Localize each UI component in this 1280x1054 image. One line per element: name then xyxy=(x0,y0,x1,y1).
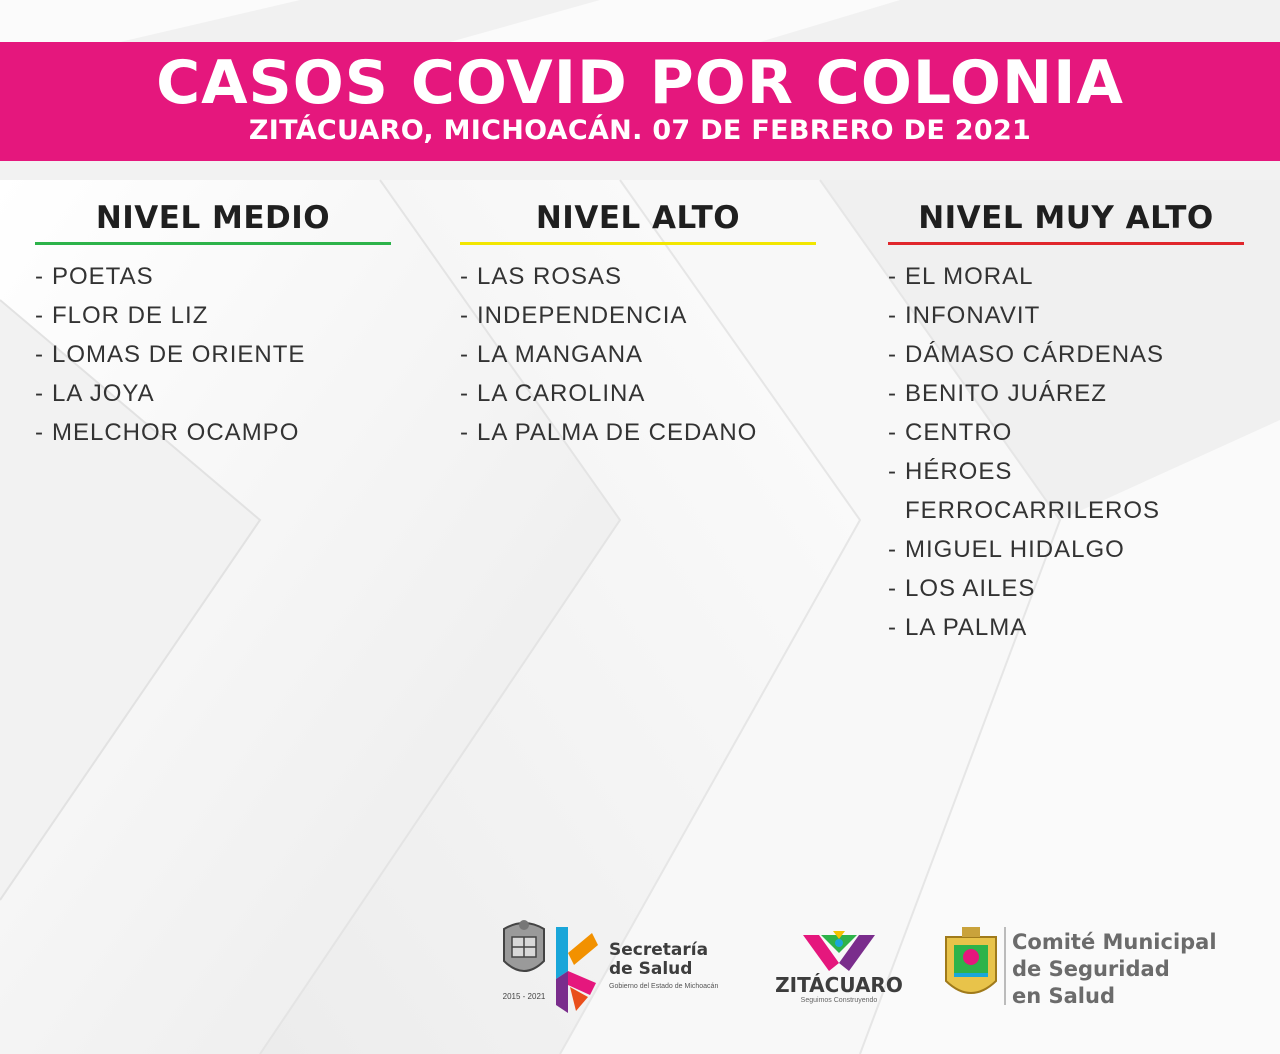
list-item: - LA PALMA xyxy=(888,614,1028,641)
zitacuaro-logo xyxy=(764,915,914,1025)
column-heading: NIVEL MEDIO xyxy=(95,200,331,236)
k-emblem-icon xyxy=(552,923,602,1023)
colonia-list xyxy=(460,257,816,452)
colonia-list xyxy=(35,257,391,452)
column-heading: NIVEL ALTO xyxy=(535,200,741,236)
column-nivel-muy-alto xyxy=(888,196,1244,647)
list-item: - EL MORAL xyxy=(888,263,1034,290)
column-nivel-medio xyxy=(35,196,391,452)
list-item: - DÁMASO CÁRDENAS xyxy=(888,341,1165,368)
heading-rule-green xyxy=(35,242,391,245)
list-item: - BENITO JUÁREZ xyxy=(888,380,1107,407)
list-item: - LAS ROSAS xyxy=(460,263,623,290)
zitacuaro-name: ZITÁCUARO xyxy=(775,973,903,997)
list-item: - LA MANGANA xyxy=(460,341,644,368)
page-title: CASOS COVID POR COLONIA xyxy=(156,48,1124,118)
list-item: - HÉROES FERROCARRILEROS xyxy=(888,458,1161,524)
list-item: - LA PALMA DE CEDANO xyxy=(460,419,758,446)
michoacan-years: 2015 - 2021 xyxy=(502,992,546,1001)
michoacan-seal-logo xyxy=(498,915,550,1025)
secretaria-salud-logo xyxy=(552,915,752,1025)
list-item: - CENTRO xyxy=(888,419,1013,446)
list-item: - LOS AILES xyxy=(888,575,1036,602)
coat-of-arms-icon xyxy=(498,915,550,993)
list-item: - LOMAS DE ORIENTE xyxy=(35,341,306,368)
list-item: - MELCHOR OCAMPO xyxy=(35,419,300,446)
zitacuaro-emblem-icon xyxy=(799,929,879,977)
list-item: - POETAS xyxy=(35,263,154,290)
list-item: - LA JOYA xyxy=(35,380,155,407)
heading-rule-red xyxy=(888,242,1244,245)
list-item: - INFONAVIT xyxy=(888,302,1041,329)
list-item: - MIGUEL HIDALGO xyxy=(888,536,1125,563)
list-item: - LA CAROLINA xyxy=(460,380,646,407)
heading-rule-yellow xyxy=(460,242,816,245)
logo-divider xyxy=(1004,927,1006,1005)
colonia-list xyxy=(888,257,1168,647)
secretaria-subtext: Gobierno del Estado de Michoacán xyxy=(609,983,719,990)
column-heading: NIVEL MUY ALTO xyxy=(918,200,1214,236)
comite-municipal-logo xyxy=(942,915,1242,1025)
zitacuaro-slogan: Seguimos Construyendo xyxy=(800,997,878,1004)
comite-line2: de Seguridad xyxy=(1012,957,1170,981)
column-nivel-alto xyxy=(460,196,816,452)
page-subtitle: ZITÁCUARO, MICHOACÁN. 07 DE FEBRERO DE 2021 xyxy=(248,115,1032,146)
secretaria-line1: Secretaría xyxy=(609,940,709,960)
comite-line3: en Salud xyxy=(1012,984,1115,1008)
comite-line1: Comité Municipal xyxy=(1012,930,1217,954)
comite-shield-icon xyxy=(942,925,1000,1005)
secretaria-line2: de Salud xyxy=(609,959,693,979)
list-item: - FLOR DE LIZ xyxy=(35,302,209,329)
title-banner xyxy=(0,42,1280,161)
list-item: - INDEPENDENCIA xyxy=(460,302,688,329)
